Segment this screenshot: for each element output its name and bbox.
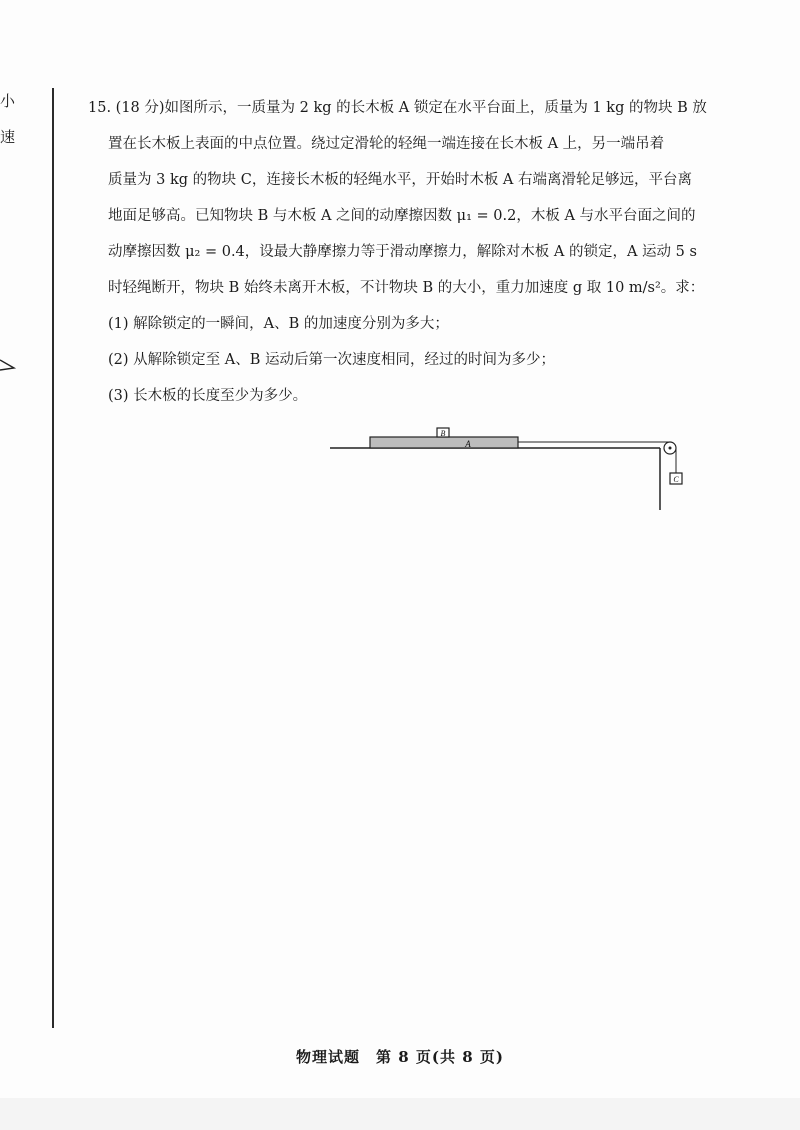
cut-off-triangle-icon	[0, 356, 18, 374]
problem-text-line: 15. (18 分)如图所示，一质量为 2 kg 的长木板 A 锁定在水平台面上，质量为 1 kg 的物块 B 放	[88, 100, 707, 116]
cut-off-margin-char: 速	[0, 128, 16, 146]
binding-margin-line	[52, 88, 54, 1028]
problem-text-line: 时轻绳断开，物块 B 始终未离开木板，不计物块 B 的大小，重力加速度 g 取 10 m/s²。求：	[108, 280, 705, 296]
question-3: (3) 长木板的长度至少为多少。	[108, 388, 308, 404]
block-b-label: B	[440, 429, 446, 438]
cut-off-margin-char: 小	[0, 92, 16, 110]
plank-a-label: A	[465, 439, 471, 449]
problem-15	[88, 90, 707, 414]
pulley-axle	[669, 447, 672, 450]
question-1: (1) 解除锁定的一瞬间，A、B 的加速度分别为多大；	[108, 316, 449, 332]
physics-diagram	[330, 424, 690, 514]
block-c-label: C	[673, 475, 679, 484]
problem-text-line: 动摩擦因数 μ₂ = 0.4，设最大静摩擦力等于滑动摩擦力，解除对木板 A 的锁定，A 运动 5 s	[108, 244, 697, 260]
problem-text-line: 质量为 3 kg 的物块 C，连接长木板的轻绳水平，开始时木板 A 右端离滑轮足够远，平台离	[108, 172, 693, 188]
plank-a	[370, 437, 518, 448]
scan-bottom-margin	[0, 1098, 800, 1130]
page-footer: 物理试题 第 8 页(共 8 页)	[296, 1048, 504, 1066]
problem-text-line: 置在长木板上表面的中点位置。绕过定滑轮的轻绳一端连接在长木板 A 上，另一端吊着	[108, 136, 665, 152]
problem-text-line: 地面足够高。已知物块 B 与木板 A 之间的动摩擦因数 μ₁ = 0.2，木板 A 与水平台面之间的	[108, 208, 696, 224]
question-2: (2) 从解除锁定至 A、B 运动后第一次速度相同，经过的时间为多少；	[108, 352, 555, 368]
